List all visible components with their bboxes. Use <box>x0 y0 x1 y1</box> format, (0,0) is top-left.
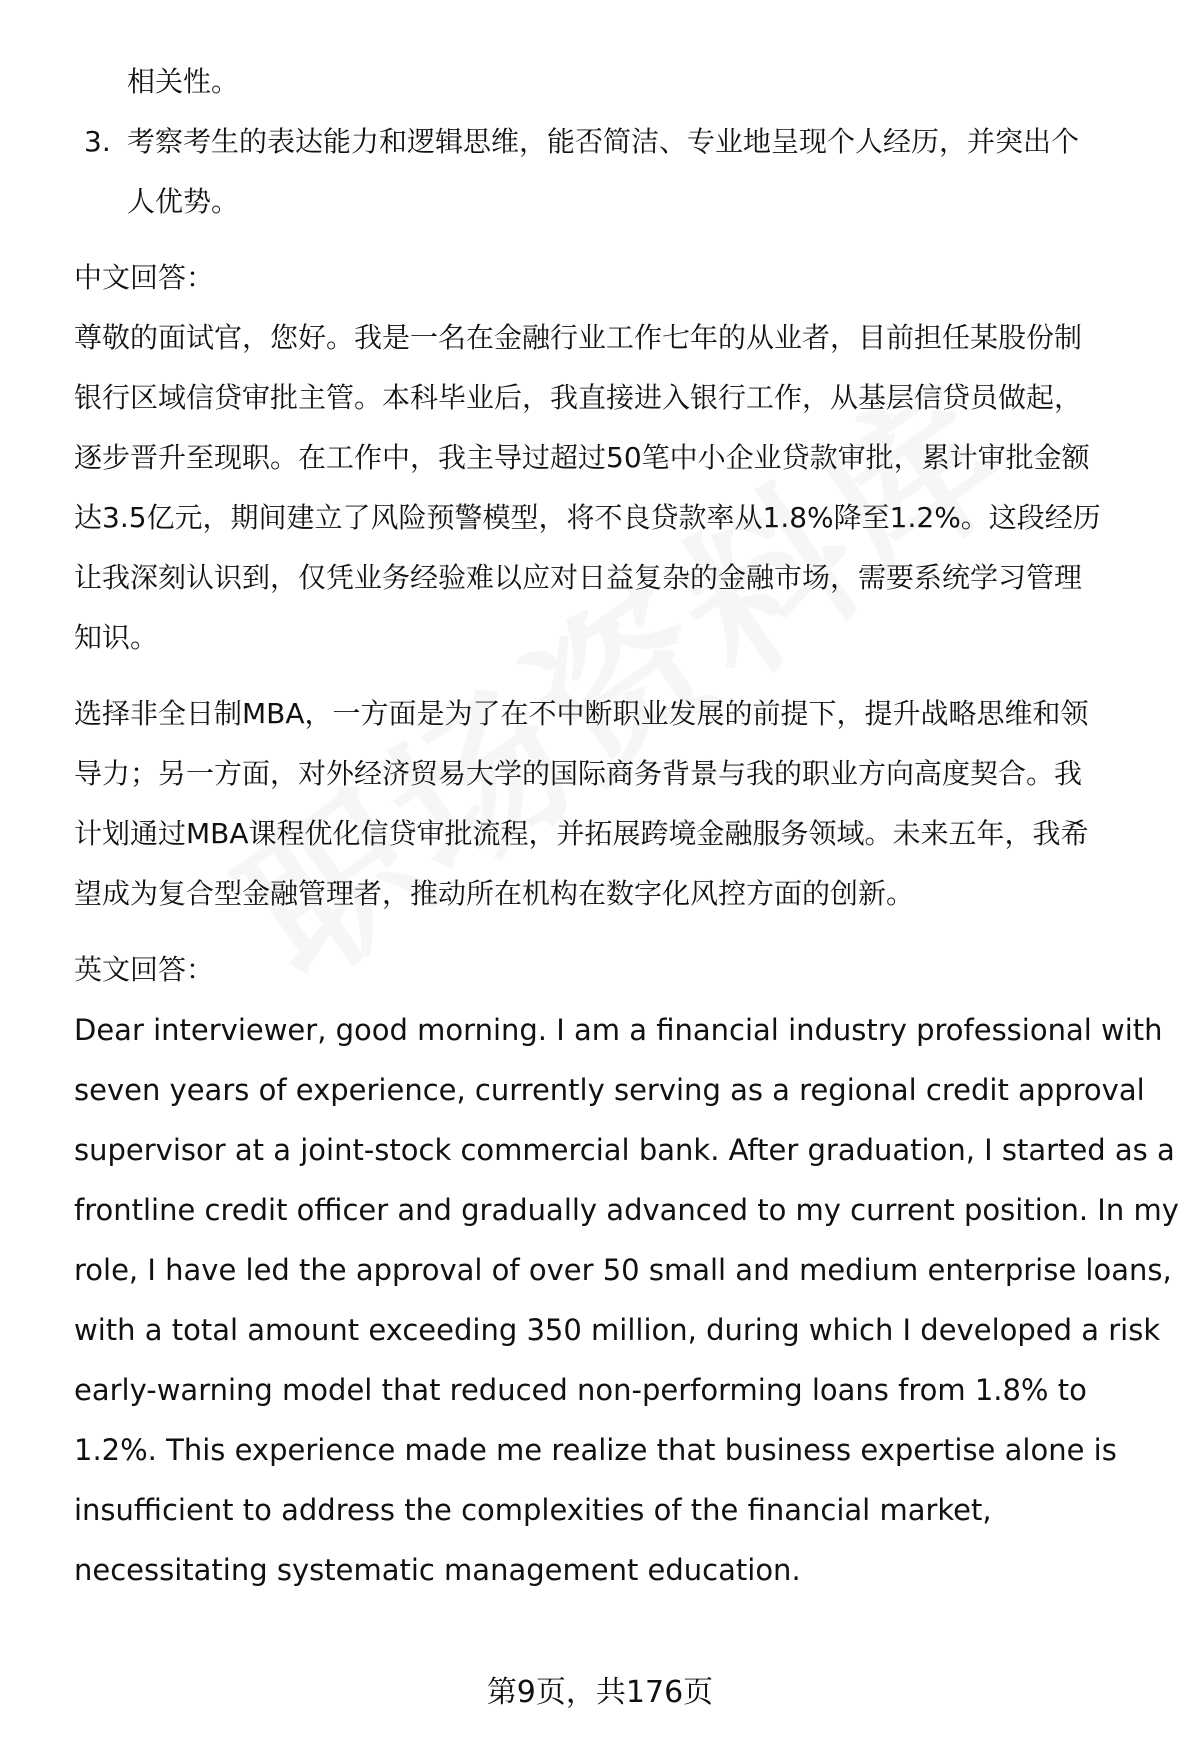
paragraph-line: seven years of experience, currently serving as a regional credit approval <box>74 1073 1145 1107</box>
chinese-answer-paragraph-2 <box>74 684 1154 924</box>
paragraph-line: 望成为复合型金融管理者，推动所在机构在数字化风控方面的创新。 <box>74 877 915 910</box>
list-item-3 <box>74 112 1154 232</box>
list-item-3-number: 3. <box>84 125 111 158</box>
list-item-3-line-2: 人优势。 <box>127 185 240 218</box>
paragraph-line: Dear interviewer, good morning. I am a financial industry professional with <box>74 1013 1163 1047</box>
paragraph-line: early-warning model that reduced non-performing loans from 1.8% to <box>74 1373 1087 1407</box>
paragraph-line: supervisor at a joint-stock commercial bank. After graduation, I started as a <box>74 1133 1175 1167</box>
paragraph-line: 导力；另一方面，对外经济贸易大学的国际商务背景与我的职业方向高度契合。我 <box>74 757 1083 790</box>
paragraph-line: 达3.5亿元，期间建立了风险预警模型，将不良贷款率从1.8%降至1.2%。这段经历 <box>74 501 1101 534</box>
chinese-answer-heading: 中文回答： <box>74 261 215 294</box>
paragraph-line: frontline credit officer and gradually advanced to my current position. In my <box>74 1193 1179 1227</box>
paragraph-line: necessitating systematic management education. <box>74 1553 801 1587</box>
english-answer-heading: 英文回答： <box>74 953 215 986</box>
chinese-answer-paragraph-1 <box>74 308 1154 668</box>
english-answer-paragraph <box>74 1000 1179 1600</box>
page-number-footer: 第9页，共176页 <box>486 1675 714 1710</box>
paragraph-line: with a total amount exceeding 350 million, during which I developed a risk <box>74 1313 1161 1347</box>
paragraph-line: role, I have led the approval of over 50 small and medium enterprise loans, <box>74 1253 1172 1287</box>
paragraph-line: 1.2%. This experience made me realize that business expertise alone is <box>74 1433 1117 1467</box>
paragraph-line: 让我深刻认识到，仅凭业务经验难以应对日益复杂的金融市场，需要系统学习管理 <box>74 561 1083 594</box>
paragraph-line: 知识。 <box>74 621 159 654</box>
list-item-2-tail: 相关性。 <box>127 65 240 98</box>
paragraph-line: 尊敬的面试官，您好。我是一名在金融行业工作七年的从业者，目前担任某股份制 <box>74 321 1083 354</box>
page-content <box>74 52 1179 1600</box>
list-item-3-line-1: 考察考生的表达能力和逻辑思维，能否简洁、专业地呈现个人经历，并突出个 <box>127 125 1080 158</box>
paragraph-line: 银行区域信贷审批主管。本科毕业后，我直接进入银行工作，从基层信贷员做起， <box>74 381 1083 414</box>
paragraph-line: 逐步晋升至现职。在工作中，我主导过超过50笔中小企业贷款审批，累计审批金额 <box>74 441 1090 474</box>
paragraph-line: 计划通过MBA课程优化信贷审批流程，并拓展跨境金融服务领域。未来五年，我希 <box>74 817 1089 850</box>
paragraph-line: 选择非全日制MBA，一方面是为了在不中断职业发展的前提下，提升战略思维和领 <box>74 697 1089 730</box>
paragraph-line: insufficient to address the complexities of the financial market, <box>74 1493 992 1527</box>
